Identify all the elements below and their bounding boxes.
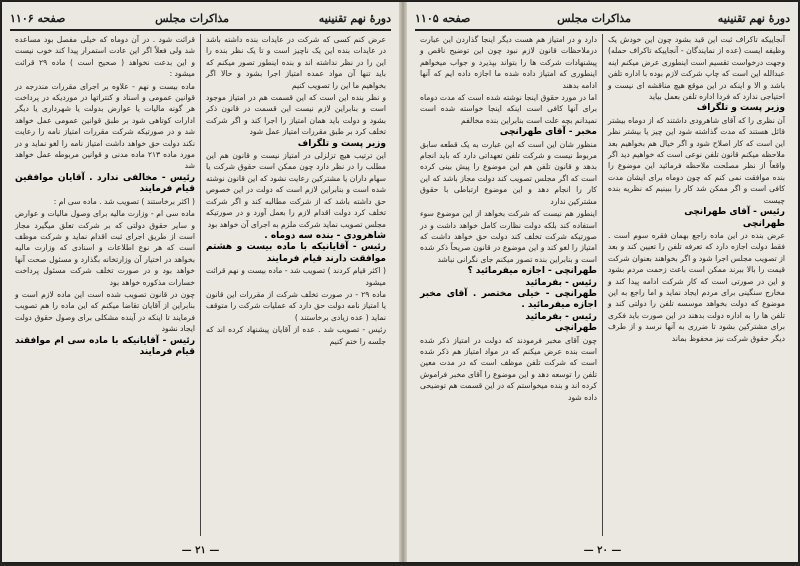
right-page-columns xyxy=(415,34,790,536)
speaker-line: رئیس - آقایانیکه با ماده بیست و هشتم موافقت دارند قیام فرمایند xyxy=(206,242,386,264)
speaker-line: شاهرودی - بنده سه دوماه . xyxy=(264,230,386,241)
left-page-right-column xyxy=(201,34,391,536)
speaker-line: طهرانچی xyxy=(554,323,597,334)
paragraph: چون آقای مخبر فرمودند که دولت در امتیاز ذکر شده است بنده عرض میکنم که در مواد امتیاز هم ذکر شده است که شرکت تلفن موظف است که در مدت معین تلفن را توسعه دهد و این موضوع را آقای مخبر فراموش کرده اند و بنده میخواستم که در این قسمت هم توضیحی داده شود xyxy=(420,335,597,402)
speaker-line: طهرانچی - اجازه میفرمائید ؟ xyxy=(467,266,597,277)
paragraph: آنجاییکه تاکراف ثبت این قید بشود چون این خودش یک وظیفه ایست (عده از نمایندگان - آنجاییکه تاکراف حمله) وجهت درخواست تقسیم است اینطوری عرض میکنم اینه عبدالله این است که چاپ شرکت لازم بوده با اداره تلفن باشد و الا و اینکه در این موقع هیچ مناقشه ای نیست و احتیاجی ندارد که فردا اداره تلفن بعمل بیاید xyxy=(608,35,785,102)
paragraph: اما در مورد حقوق اینجا نوشته شده است که مدت دوماه برای آنها کافی است اینکه اینجا خواسته شده است نمیدانم بچه علت است بنابراین بنده مخالفم xyxy=(420,93,597,125)
right-header-title: مذاکرات مجلس xyxy=(557,11,632,25)
left-header-page-number: صفحه ۱۱۰۶ xyxy=(10,11,66,25)
left-header-volume: دورهٔ نهم تقنینیه xyxy=(318,11,391,25)
speaker-line: مخبر - آقای طهرانچی xyxy=(499,127,597,138)
right-page-footer: — ۲۰ — xyxy=(583,545,622,556)
speaker-line: وزیر پست و تلگراف xyxy=(696,103,785,114)
left-page xyxy=(2,2,399,562)
paragraph: این ترتیب هیچ تزلزلی در امتیاز نیست و قانون هم این مطلب را در نظر دارد چون ممکن است حقوق شرکت یا سهام داران یا مشترکین رعایت نشود که این قانون نوشته شده است و بنابراین لازم است که دولت در این خصوص حق داشته باشد که از شرکت مطالبه کند و اگر شرکت تخلف کرد دولت اقدام لازم را بعمل آورد و در صورتیکه مجلس تصویب نماید شرکت ملزم به اجرای آن خواهد بود xyxy=(206,151,386,229)
book-gutter xyxy=(399,2,407,562)
paragraph: ماده سی ام - وزارت مالیه برای وصول مالیات و عوارض و سایر حقوق دولتی که بر شرکت تعلق میگیرد مجاز است از طریق اجرای ثبت اقدام نماید و شرکت موظف است که هر نوع اطلاعات و اسنادی که وزارت مالیه بخواهد در اختیار آن وزارتخانه بگذارد و مسئول صحت آنها خواهد بود و در صورت تخلف شرکت مسئول پرداخت خسارات مذکوره خواهد بود xyxy=(15,209,195,287)
speaker-line: طهرانچی xyxy=(742,218,785,229)
speaker-line: رئیس - بفرمائید xyxy=(525,277,597,288)
right-page-right-column xyxy=(603,34,790,536)
speaker-line: رئیس - آقای طهرانچی xyxy=(684,207,785,218)
paragraph: ( اکثر قیام کردند ) تصویب شد - ماده بیست و نهم قرائت میشود xyxy=(206,266,386,287)
paragraph: ماده بیست و نهم - علاوه بر اجرای مقررات مندرجه در قوانین عمومی و اسناد و کنتراتها در موردیکه در پرداخت هر گونه مالیات یا عوارض بدولت یا شهرداری یا دیگر ادارات کوتاهی شود بر طبق قوانین عمومی عمل خواهد شد و در صورتیکه شرکت مقررات امتیاز نامه را رعایت نکند دولت حق خواهد داشت امتیاز نامه را لغو نماید و در مورد ماده ۲۱۳ ماده مدنی و قوانین مربوطه عمل خواهد شد xyxy=(15,81,195,171)
speaker-line: رئیس - بفرمائید xyxy=(525,311,597,322)
paragraph: منظور شان این است که این عبارت به یک قطعه سابق مربوط نیست و شرکت تلفن تعهداتی دارد که باید انجام بدهد و قانون تلفن هم این موضوع را پیش بینی کرده است که اگر مجلس تصویب کند دولت مجاز باشد که این کار را انجام دهد و این موضوع ارتباطی با حقوق مشترکین ندارد xyxy=(420,139,597,206)
speaker-line: طهرانچی - خیلی مختصر . آقای مخبر اجازه میفرمائید . xyxy=(420,288,597,311)
paragraph: آن نظری را که آقای شاهرودی داشتند که از دوماه بیشتر قائل هستند که مدت گذاشته شود این چیز یا بیشتر نظر این است که کار اصلاح شود و اگر خیال هم بخواهیم بعد ملاحظه میکنم قانون تلفن نوعی است که خواهیم دید اگر واقعاً از نظر مصلحت ملاحظه فرمائید این موضوع را بنده موافقت نمی کنم که چون دوماه برای ایشان مدت کافی است و اگر ممکن شد کار را ببینیم که نظریه بنده چیست xyxy=(607,115,785,205)
right-page-left-column xyxy=(415,34,602,536)
paragraph: ماده ۲۹ - در صورت تخلف شرکت از مقررات این قانون یا امتیاز نامه دولت حق دارد که عملیات شرکت را متوقف نماید ( عده زیادی برخاستند ) xyxy=(206,289,387,322)
left-page-columns xyxy=(10,34,391,536)
right-header-page-number: صفحه ۱۱۰۵ xyxy=(415,11,471,25)
paragraph: رئیس - تصویب شد . عده از آقایان پیشنهاد کرده اند که جلسه را ختم کنیم xyxy=(206,325,386,346)
left-page-header xyxy=(10,7,391,31)
paragraph: ( اکثر برخاستند ) تصویب شد . ماده سی ام : xyxy=(53,196,195,206)
paragraph: اینطور هم نیست که شرکت بخواهد از این موضوع سوء استفاده کند بلکه دولت نظارت کامل خواهد داشت و در صورتیکه شرکت تخلف کند دولت حق خواهد داشت که امتیاز را لغو کند و این موضوع در قانون صریحاً ذکر شده است و بنابراین بنده تصور میکنم جای نگرانی نباشد xyxy=(420,209,597,264)
paragraph: دارد و در امتیاز هم هست دیگر اینجا گذاردن این عبارت درملاحظات قانون لازم نبود چون این توضیح ناقص و پیشنهادات شرکت ها را بتواند بپذیرد و جواب میخواهم اینطوری که امتیاز داده شده ما اجازه داده ایم که آنها ادامه بدهند xyxy=(420,35,597,90)
left-page-left-column xyxy=(10,34,200,536)
paragraph: و نظر بنده این است که این قسمت هم در امتیاز موجود است و بنابراین لازم نیست این قسمت در قانون ذکر بشود و دولت باید همان امتیاز را اجرا کند و اگر شرکت تخلف کرد بر طبق مقررات امتیاز عمل شود xyxy=(206,93,386,137)
paragraph: چون در قانون تصویب شده است این ماده لازم است و بنابراین از آقایان تقاضا میکنم که این ماده را هم تصویب فرمایند تا اینکه در آینده مشکلی برای وصول حقوق دولت ایجاد نشود xyxy=(15,289,195,334)
paragraph: عرض بنده در این ماده راجع بهمان فقره سوم است . فقط دولت اجازه دارد که تعرفه تلفن را تعیین کند و بعد از تصویب مجلس اجرا شود و اگر بخواهند بعنوان شرکت قیمت را بالا ببرند ممکن است باعث زحمت مردم بشود و این در صورتی است که کار شرکت ادامه پیدا کند و مخارج سنگینی برای مردم ایجاد نماید و اما راجع به این موضوع که دولت بخواهد موسسه تلفن را دولتی کند و تلفن ها را به اداره دولت بدهند در این صورت باید فکری برای مشترکین بشود تا ضرری به آنها نرسد و از طرف دیگر حقوق شرکت نیز محفوظ بماند xyxy=(608,230,785,343)
left-page-footer: — ۲۱ — xyxy=(181,545,220,556)
right-page xyxy=(407,2,798,562)
book-spread xyxy=(2,2,798,562)
left-header-title: مذاکرات مجلس xyxy=(155,11,230,25)
speaker-line: رئیس - مخالفی ندارد . آقایان موافقین قیام فرمایند xyxy=(15,172,195,195)
paragraph: عرض کنم کسی که شرکت در عایدات بنده داشته باشد در عایدات بنده این یک ناچیز است و تا یک نظر بنده را این را در نظر نداشته اند و بنده اینطور تصور میکنم که باید تنها آن مواد عمده امتیاز اجرا بشود و حالا اگر بخواهیم ما این را تصویب کنیم xyxy=(206,35,386,90)
right-header-volume: دورهٔ نهم تقنینیه xyxy=(717,11,790,25)
speaker-line: رئیس - آقایانیکه با ماده سی ام موافقند قیام فرمایند xyxy=(15,335,195,357)
right-page-header xyxy=(415,7,790,31)
speaker-line: وزیر پست و تلگراف xyxy=(297,138,386,149)
paragraph: قرائت شود . در آن دوماه که خیلی مفصل بود مساعده شد ولی فعلاً اگر این عادت استمرار پیدا کند خوب نیست و این بدعت نخواهد ( صحیح است ) ماده ۲۹ قرائت میشود : xyxy=(15,35,195,79)
